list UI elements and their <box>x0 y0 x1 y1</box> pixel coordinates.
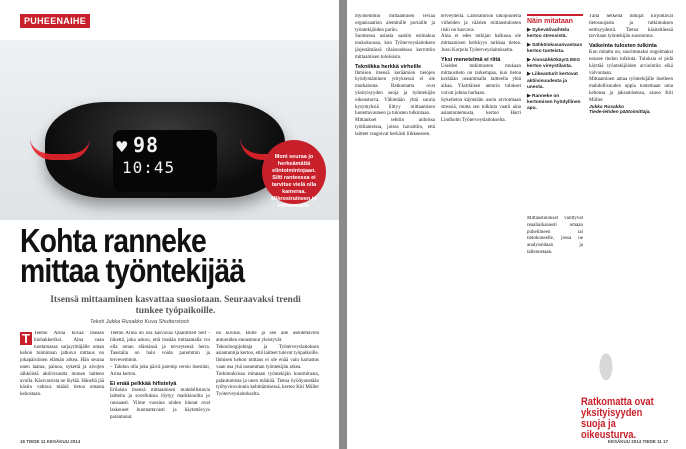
page-number-right: KESÄKUU 2014 TIEDE 11 17 <box>607 439 668 444</box>
paragraph: terveydellä. Laboratorion ulkopuolella virheiden ja väärien mittaustulosten riski on kasvava. <box>441 14 521 33</box>
sidebar-title: Näin mitataan <box>527 18 573 25</box>
subheading: Tekniikka herkkä virheille <box>355 63 422 70</box>
lead-paragraph: Itsensä mittaaminen kasvattaa suosiotaan. Seuraavaksi trendi tunkee työpaikoille. <box>50 295 301 316</box>
paragraph: Tutkimuksissa mitataan työntekijän kuormitusta, palautumista ja unen määrää. Tietoa hyödynnetään työhyvinvoinnin kehittämisessä, kertoo Kiti Müller Työterveyslaitokselta. <box>216 371 319 398</box>
factbox-sidebar <box>527 14 583 210</box>
paragraph: Teemu Arina on osa kasvavaa Quantified Self -liikettä, joka uskoo, että itseään mittaamalla voi olla oman elämänsä ja terveytensä herra. Taustalla on halu voida paremmin ja tervevemmin. <box>110 331 210 364</box>
sidebar-item: ▶ Liikeanturit kertovat aktiivisuudesta ja unesta. <box>527 72 578 91</box>
subheading: Yksi menetelmä ei riitä <box>441 56 501 63</box>
paragraph: Suomessa asiasta saatiin esimakua toukokuussa, kun Työterveyslaitoksen järjestämässä tilaisuudessa kerrottiin mittaamisen tuloksista. <box>355 34 435 60</box>
heart-icon: ♥ <box>115 138 129 156</box>
sidebar-item: ▶ Sähköiskusanvastaus kertoo tunteista. <box>527 42 583 55</box>
paragraph: Teknoloogijohtaja ja Työterveyslaitoksen asiantuntija kertoo, että laitteet tulevat työpaikoille. Ihmisen kehon mittaus ei ole enää vain harrastus vaan osa yhä useamman työntekijän arkea. <box>216 344 319 370</box>
article-column-2 <box>110 331 210 434</box>
author-portrait <box>591 350 621 398</box>
right-page <box>347 0 686 449</box>
paragraph: – Tahdon olla joka päivä paremp versio itsestäni, Arina kertoo. <box>110 364 210 377</box>
paragraph: Mittaustulokset välittyvät reaaliaikaisesti omaan puhelimeen tai tietokoneelle, jossa ne analysoidaan ja tallennetaan. <box>527 216 583 255</box>
sidebar-item: ▶ Sykevälivaihtelu kertoo stressistä. <box>527 28 570 40</box>
heart-rate-readout: 98 <box>133 133 160 157</box>
paragraph: on kuvaus. Bulle ja sen alle asentettavien antureiden ennusmuut yleistyvät. <box>216 331 319 343</box>
author-role: Tiede-lehden päätoimittaja. <box>589 109 651 115</box>
paragraph: Ihmisen itsensä keräämien tietojen hyödyntäminen yrityksessä ei ole mutkatonta. Ratkomatta ovat yksityisyyden suoja ja työntekijän oikeusturva. Vähintään yhtä suuria kysymyksiä liittyy mittaamisen luotettavuuteen ja tulosten tulkintaan. <box>355 70 435 117</box>
clock-readout: 10:45 <box>122 158 176 177</box>
paragraph: myöhemmin mittaaminen leviää organisaation alemmille portaille ja työntekijöiden pariin. <box>355 14 435 33</box>
paragraph: Mittaukset tehtiin aidoissa työtilanteissa, joissa havaittiin, että laitteet reagoivat herkästi liikkeeseen. <box>355 118 435 137</box>
article-column-4 <box>355 14 435 435</box>
left-page <box>0 0 339 449</box>
paragraph: Teemu Arina kuvaa itseään biohakkeriksi. Aina vaan tuottamassa sarjayrittäjälle oman kehon toiminnan jatkuva mittaus on jokapäiväisen elämän arkea. Hän seuraa unen laatua, painoa, sykettä ja aivojen sähköistä aktiivisuutta monen laitteen avulla. Käsivarsista ne löytää. Hänellä jää käsiin valtava määrä tietoa omasta kehostaan. <box>20 331 104 398</box>
subheading: Vaikeinta tulosten tulkinta <box>589 43 657 50</box>
photo-caption-badge: Moni seuraa jo herkeämättä elintoimintojaan. Silti ranteessa ei tarvitse vielä olla kameraa. Mikrosiruineen jo mittaamatta. <box>262 140 326 204</box>
byline: Teksti Jukka Rusakko Kuva Shutterstock <box>90 319 190 325</box>
paragraph: Mittaaminen antaa työntekijälle itselleen mahdollisuuden oppia tuntemaan oma kehonsa ja jaksamisensa, sanoo Kiti Müller. <box>589 77 673 103</box>
subheading: Ei enää pelkkää hifistelyä <box>110 380 177 387</box>
page-number-left: 16 TIEDE 11 KESÄKUU 2014 <box>20 439 81 444</box>
paragraph: Aina ei edes tutkijan hallussa ole mittaamisen herkkyys tarkkaa tietoa. Jussi Korpela Työterveyslaitokselta. <box>441 34 521 53</box>
drop-cap: T <box>20 332 32 345</box>
headline: Kohta ranneke mittaa työntekijää <box>20 222 245 289</box>
article-column-5 <box>441 14 521 435</box>
paragraph: Tällä hetkellä tutkijat kirjoittavat tietosuojasta ja tutkimuksen eettisyydestä. Tietoa käsiteltäessä tarvitaan työntekijän suostumus. <box>589 14 673 40</box>
article-column-6 <box>527 216 583 435</box>
pull-quote: Ratkomatta ovat yksityisyyden suoja ja oikeusturva. <box>581 396 654 441</box>
section-tag: PUHEENAIHE <box>20 14 90 28</box>
paragraph: Syketietoa käytetään usein arvioimaan stressiä, mutta sen tulkinta vaatii aina asiantuntemusta, kertoo Harri Lindholm Työterveyslaitokselta. <box>441 97 521 124</box>
paragraph: Kun mitattu on, suurimmaksi ongelmaksi nousee tiedon tulkinta. Tuloksia ei pidä käyttää työntekijöiden arviointiin eikä valvontaan. <box>589 50 673 76</box>
sidebar-item: ▶ Ranneke on kertomisen hyödyllinen apu. <box>527 93 581 112</box>
author-name: Jukka Rusakko <box>589 104 624 110</box>
paragraph: Useiden tutkimusten mukaan mittaustieto on tarkempaa, kun tietoa kerätään useammalla laitteella yhtä aikaa. Yksittäisen anturin tulokset voivat johtaa harhaan. <box>441 63 521 96</box>
sidebar-item: ▶ Aivosähkökäyrä EEG kertoo vireystilasta. <box>527 57 581 70</box>
paragraph: Erilaisia itsensä mittaamisen mahdollistavia laitteita ja sovelluksia löytyy markkinoilta jo runsaasti. Viime vuosina niiden hinnat ovat laskeneet huomattavasti ja käytettävyys parantunut. <box>110 387 210 420</box>
article-column-1 <box>20 331 104 434</box>
article-column-3 <box>216 331 319 434</box>
article-column-7 <box>589 14 673 314</box>
